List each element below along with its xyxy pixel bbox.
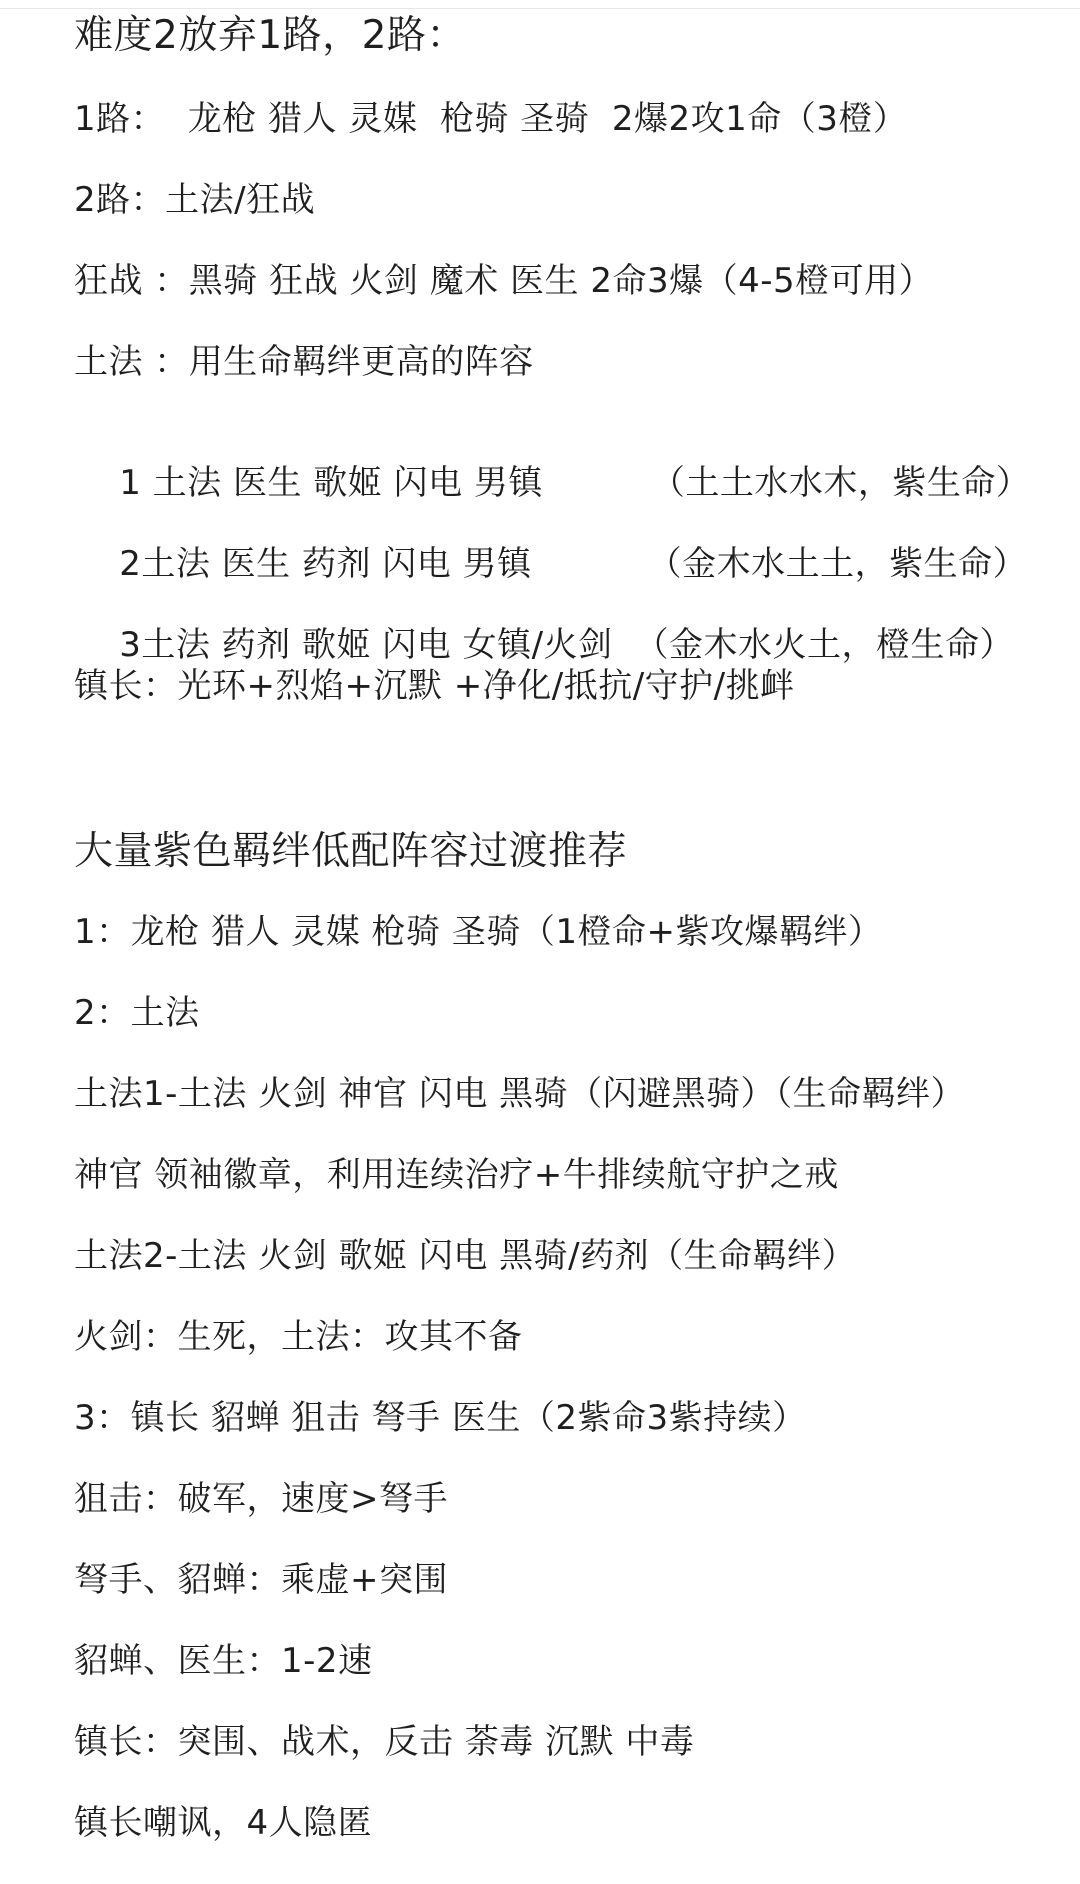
- text-line: 镇长嘲讽，4人隐匿: [74, 1803, 373, 1843]
- text-line: 镇长：光环+烈焰+沉默 +净化/抵抗/守护/挑衅: [74, 666, 795, 706]
- section-2-title: 大量紫色羁绊低配阵容过渡推荐: [74, 829, 628, 874]
- text-line: 2：土法: [74, 993, 200, 1033]
- lineup-members: 3土法 药剂 歌姬 闪电 女镇/火剑: [119, 625, 613, 665]
- lineup-line: [74, 585, 1064, 665]
- text-line: 2路：土法/狂战: [74, 180, 316, 220]
- text-line: 神官 领袖徽章，利用连续治疗+牛排续航守护之戒: [74, 1155, 839, 1195]
- lineup-members: 1 土法 医生 歌姬 闪电 男镇: [119, 463, 543, 503]
- section-1-title: 难度2放弃1路，2路：: [74, 13, 466, 58]
- lineup-line: [74, 423, 1064, 503]
- section-2: [74, 830, 1064, 1843]
- text-line: 土法2-土法 火剑 歌姬 闪电 黑骑/药剂（生命羁绊）: [74, 1236, 857, 1276]
- lineup-line: [74, 504, 1064, 584]
- lineup-members: 2土法 医生 药剂 闪电 男镇: [119, 544, 532, 584]
- text-line: 狙击：破军，速度>弩手: [74, 1479, 448, 1519]
- text-line: 土法1-土法 火剑 神官 闪电 黑骑（闪避黑骑）（生命羁绊）: [74, 1074, 966, 1114]
- lineup-note: （金木水火土，橙生命）: [634, 625, 1015, 665]
- lineup-note: （土土水水木，紫生命）: [650, 463, 1031, 503]
- text-line: 火剑：生死，土法：攻其不备: [74, 1317, 523, 1357]
- top-divider: [0, 0, 1080, 9]
- text-line: 1路： 龙枪 猎人 灵媒 枪骑 圣骑 2爆2攻1命（3橙）: [74, 99, 908, 139]
- text-line: 弩手、貂蝉：乘虚+突围: [74, 1560, 448, 1600]
- text-line: 土法 ：用生命羁绊更高的阵容: [74, 342, 534, 382]
- text-line: 3：镇长 貂蝉 狙击 弩手 医生（2紫命3紫持续）: [74, 1398, 807, 1438]
- text-line: 镇长：突围、战术，反击 荼毒 沉默 中毒: [74, 1722, 695, 1762]
- text-line: 狂战 ：黑骑 狂战 火剑 魔术 医生 2命3爆（4-5橙可用）: [74, 261, 934, 301]
- lineup-note: （金木水土土，紫生命）: [647, 544, 1028, 584]
- document-body: [74, 14, 1064, 1884]
- text-line: 1：龙枪 猎人 灵媒 枪骑 圣骑（1橙命+紫攻爆羁绊）: [74, 912, 883, 952]
- text-line: 貂蝉、医生：1-2速: [74, 1641, 373, 1681]
